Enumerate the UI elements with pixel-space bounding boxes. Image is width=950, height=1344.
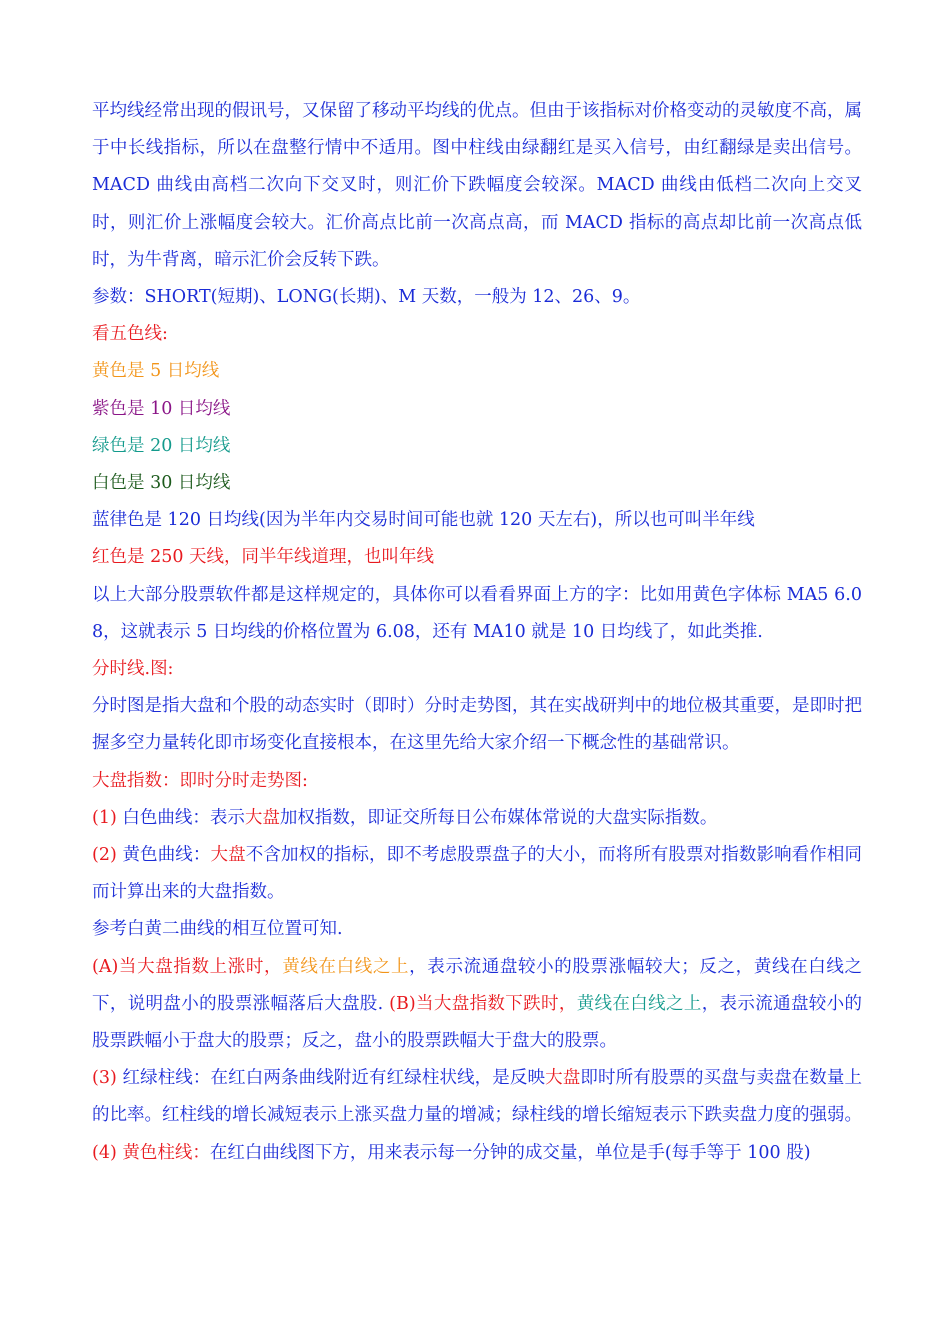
item-3-paragraph (92, 1060, 862, 1134)
item-4-paragraph (92, 1135, 862, 1172)
software-note-paragraph: 以上大部分股票软件都是这样规定的，具体你可以看看界面上方的字：比如用黄色字体标 MA5 6.08，这就表示 5 日均线的价格位置为 6.08，还有 MA10 就是 10 日均线了，如此类推. (92, 584, 862, 642)
item-3-number: (3) (92, 1068, 123, 1089)
timeshare-heading: 分时线.图: (92, 659, 174, 680)
item-1-keyword: 大盘 (244, 807, 280, 828)
item-2-keyword: 大盘 (210, 845, 246, 866)
item-2-label: 黄色曲线： (122, 845, 211, 866)
item-1-text: 加权指数，即证交所每日公布媒体常说的大盘实际指数。 (279, 807, 718, 828)
yellow-line-item: 黄色是 5 日均线 (92, 361, 220, 382)
item-4-label: 黄色柱线： (122, 1142, 210, 1163)
refer-paragraph: 参考白黄二曲线的相互位置可知. (92, 919, 343, 940)
item-a-text: ，表示流通盘较小的股票涨幅较大；反之，黄线在白线之下，说明盘小的股票涨幅落后大盘股. (92, 956, 863, 1014)
five-lines-heading: 看五色线: (92, 324, 168, 345)
item-ab-paragraph (92, 949, 862, 1061)
green-line-item: 绿色是 20 日均线 (92, 435, 231, 456)
red-line-item: 红色是 250 天线，同半年线道理，也叫年线 (92, 547, 435, 568)
item-b-text: ，表示流通盘较小的股票跌幅小于盘大的股票；反之，盘小的股票跌幅大于盘大的股票。 (92, 993, 863, 1052)
item-1-label: 白色曲线：表示 (122, 807, 245, 828)
item-b-line: 黄线在白线之上 (576, 993, 702, 1014)
blue-line-item: 蓝律色是 120 日均线(因为半年内交易时间可能也就 120 天左右)，所以也可叫半年线 (92, 510, 755, 531)
item-2-number: (2) (92, 845, 123, 866)
item-3-keyword: 大盘 (545, 1068, 581, 1089)
white-line-item: 白色是 30 日均线 (92, 473, 231, 494)
item-b-label: (B) (389, 993, 416, 1014)
item-b-condition: 当大盘指数下跌时， (415, 993, 577, 1014)
item-1-paragraph (92, 800, 862, 837)
timeshare-intro-paragraph: 分时图是指大盘和个股的动态实时（即时）分时走势图，其在实战研判中的地位极其重要，是即时把握多空力量转化即市场变化直接根本，在这里先给大家介绍一下概念性的基础常识。 (92, 696, 862, 754)
item-2-paragraph (92, 837, 862, 911)
item-4-number: (4) (92, 1142, 123, 1163)
item-3-label: 红绿柱线： (122, 1068, 211, 1089)
item-3-text: 即时所有股票的买盘与卖盘在数量上的比率。红柱线的增长减短表示上涨买盘力量的增减；绿柱线的增长缩短表示下跌卖盘力度的强弱。 (92, 1068, 863, 1126)
purple-line-item: 紫色是 10 日均线 (92, 398, 231, 419)
item-4-text: 在红白曲线图下方，用来表示每一分钟的成交量，单位是手(每手等于 100 股) (209, 1142, 811, 1163)
params-paragraph: 参数：SHORT(短期)、LONG(长期)、M 天数，一般为 12、26、9。 (92, 287, 641, 308)
item-a-line: 黄线在白线之上 (282, 956, 410, 977)
item-a-label: (A) (92, 956, 119, 977)
item-1-number: (1) (92, 807, 123, 828)
item-3-pre: 在红白两条曲线附近有红绿柱状线，是反映 (210, 1068, 546, 1089)
item-2-text: 不含加权的指标，即不考虑股票盘子的大小，而将所有股票对指数影响看作相同而计算出来的大盘指数。 (92, 845, 863, 903)
macd-intro-paragraph: 平均线经常出现的假讯号，又保留了移动平均线的优点。但由于该指标对价格变动的灵敏度不高，属于中长线指标，所以在盘整行情中不适用。图中柱线由绿翻红是买入信号，由红翻绿是卖出信号。MACD 曲线由高档二次向下交叉时，则汇价下跌幅度会较深。MACD 曲线由低档二次向上交叉时，则汇价上涨幅度会较大。汇价高点比前一次高点高，而 MACD 指标的高点却比前一次高点低时，为牛背离，暗示汇价会反转下跌。 (92, 101, 862, 270)
document-body (92, 93, 862, 1172)
index-heading: 大盘指数：即时分时走势图: (92, 770, 308, 791)
item-a-condition: 当大盘指数上涨时， (118, 956, 283, 977)
